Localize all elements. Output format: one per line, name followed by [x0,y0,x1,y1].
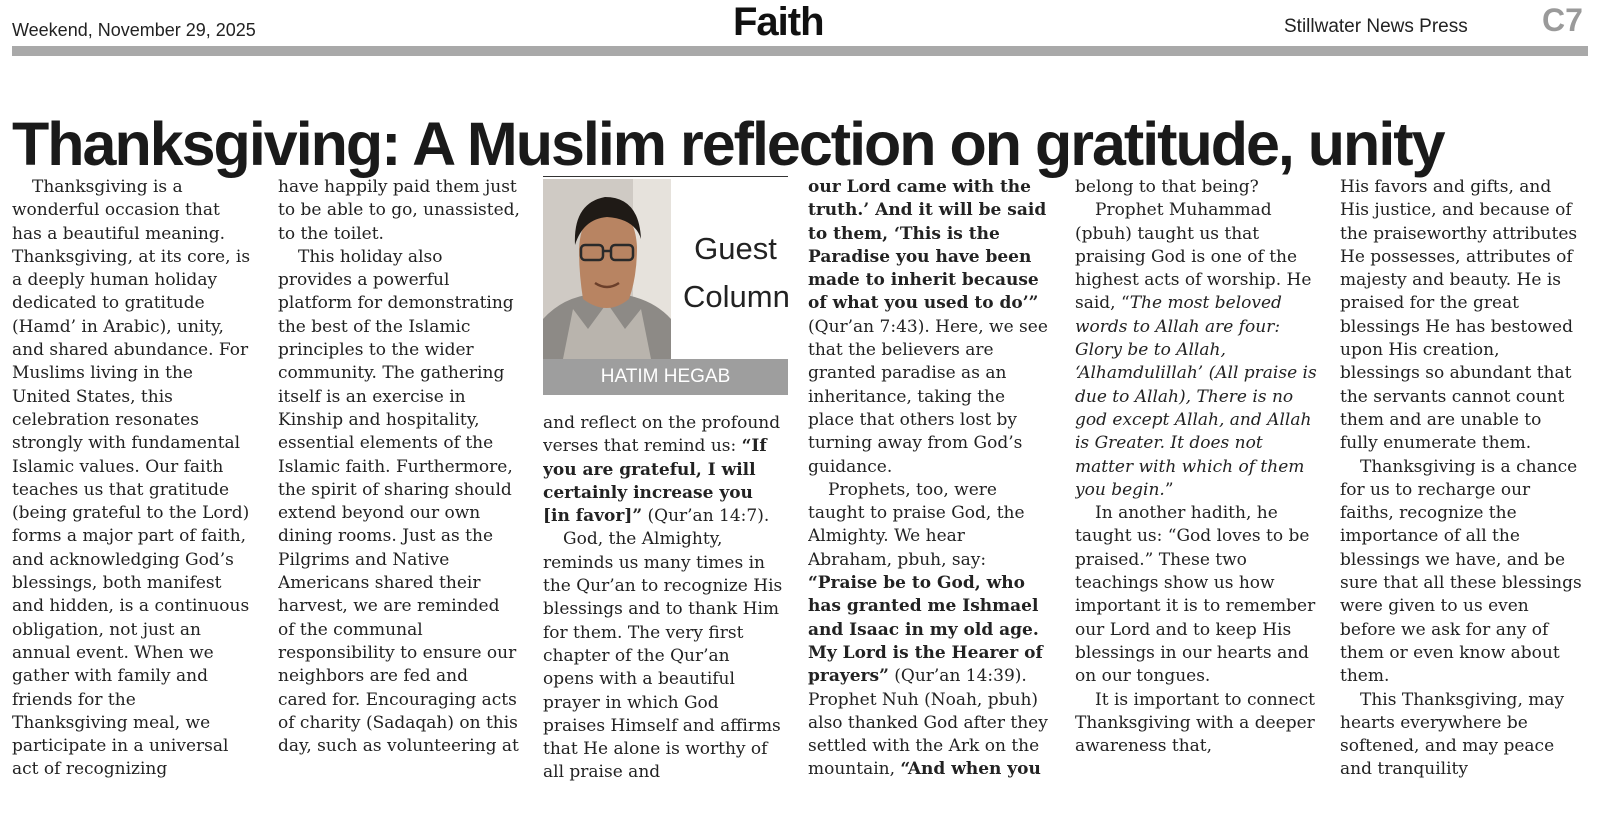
paragraph: belong to that being? [1075,177,1259,197]
quran-quote: “And when you [900,759,1041,780]
text-run: (Qur’an 14:7). [642,506,770,527]
paragraph: In another hadith, he taught us: “God loves to be praised.” These two teachings show us how important it is to remember our Lord and to keep His blessings in our hearts and on our tongues. [1075,503,1316,687]
paragraph: It is important to connect Thanksgiving with a deeper awareness that, [1075,689,1316,757]
text-run: (Qur’an 7:43). Here, we see that the believers are granted paradise as an inheritance, taking the place that others lost by turning away from God’s guidance. [808,316,1048,477]
paragraph: Thanksgiving is a wonderful occasion that has a beautiful meaning. Thanksgiving, at its core, is a deeply human holiday dedicated to gratitude (Hamd’ in Arabic), unity, and shared abundance. For Muslims living in the United States, this celebration resonates strongly with fundamental Islamic values. Our faith teaches us that gratitude (being grateful to the Lord) forms a major part of faith, and acknowledging God’s blessings, both manifest and hidden, is a continuous obligation, not just an annual event. When we gather with family and friends for the Thanksgiving meal, we participate in a universal act of recognizing [12,177,251,780]
quran-quote: “Praise be to God, who has granted me Ishmael and Isaac in my old age. My Lord is the Hearer of prayers” [808,573,1043,687]
paragraph: God, the Almighty, reminds us many times in the Qur’an to recognize His blessings and to thank Him for them. The very first chapter of the Qur’an opens with a beautiful prayer in which God praises Himself and affirms that He alone is worthy of all praise and [543,529,783,783]
paragraph [808,479,1050,782]
article-headline: Thanksgiving: A Muslim reflection on gratitude, unity [12,109,1444,178]
newspaper-name: Stillwater News Press [1284,16,1468,37]
article-column-6 [1340,176,1582,816]
article-column-4 [808,176,1050,816]
header-date: Weekend, November 29, 2025 [12,20,256,40]
article-column-2 [278,176,520,816]
paragraph [1075,199,1317,502]
text-run: (Qur’an 14:39). Prophet Nuh (Noah, pbuh) also thanked God after they settled with the Ark on the mountain, [808,666,1048,780]
page-number: C7 [1542,2,1583,38]
paragraph [543,412,785,528]
author-photo [543,179,671,359]
text-run: Prophets, too, were taught to praise God, the Almighty. We hear Abraham, pbuh, say: [808,479,1025,570]
text-run: and reflect on the profound verses that remind us: [543,413,781,457]
paragraph: Thanksgiving is a chance for us to recharge our faiths, recognize the importance of all the blessings we have, and be sure that all these blessings were given to us even before we ask for any of them or even know about them. [1340,456,1582,687]
paragraph: have happily paid them just to be able to go, unassisted, to the toilet. [278,177,520,244]
paragraph: This Thanksgiving, may hearts everywhere be softened, and may peace and tranquility [1340,689,1565,780]
header-rule [12,46,1588,56]
text-run: ” [1164,479,1174,500]
guest-label-line: Guest [694,231,777,266]
quran-quote: our Lord came with the truth.’ And it will be said to them, ‘This is the Paradise you have been made to inherit because of what you used to do’” [808,177,1047,314]
guest-column-label [683,225,788,321]
paragraph: This holiday also provides a powerful platform for demonstrating the best of the Islamic principles to the wider community. The gathering itself is an exercise in Kinship and hospitality, essential elements of the Islamic faith. Furthermore, the spirit of sharing should extend beyond our own dining rooms. Just as the Pilgrims and Native Americans shared their harvest, we are reminded of the communal responsibility to ensure our neighbors are fed and cared for. Encouraging acts of charity (Sadaqah) on this day, such as volunteering at [278,246,519,757]
article-column-5 [1075,176,1317,816]
article-column-3 [543,412,785,816]
hadith-quote: The most beloved words to Allah are four: Glory be to Allah, ‘Alhamdulillah’ (All praise is due to Allah), There is no god except Allah, and Allah is Greater. It does not matter with which of them you begin. [1075,293,1317,500]
author-byline: HATIM HEGAB [543,359,788,395]
paragraph [808,176,1050,479]
quran-quote: “If you are grateful, I will certainly increase you [in favor]” [543,436,767,527]
column-label-line: Column [683,279,790,314]
text-run: Prophet Muhammad (pbuh) taught us that praising God is one of the highest acts of worship. He said, “ [1075,200,1312,314]
section-title: Faith [733,0,824,44]
article-column-1 [12,176,254,816]
author-portrait-image [543,179,671,359]
paragraph: His favors and gifts, and His justice, and because of the praiseworthy attributes He possesses, attributes of majesty and beauty. He is praised for the great blessings He has bestowed upon His creation, blessings so abundant that the servants cannot count them and are unable to fully enumerate them. [1340,177,1578,454]
guest-column-box [543,176,788,397]
